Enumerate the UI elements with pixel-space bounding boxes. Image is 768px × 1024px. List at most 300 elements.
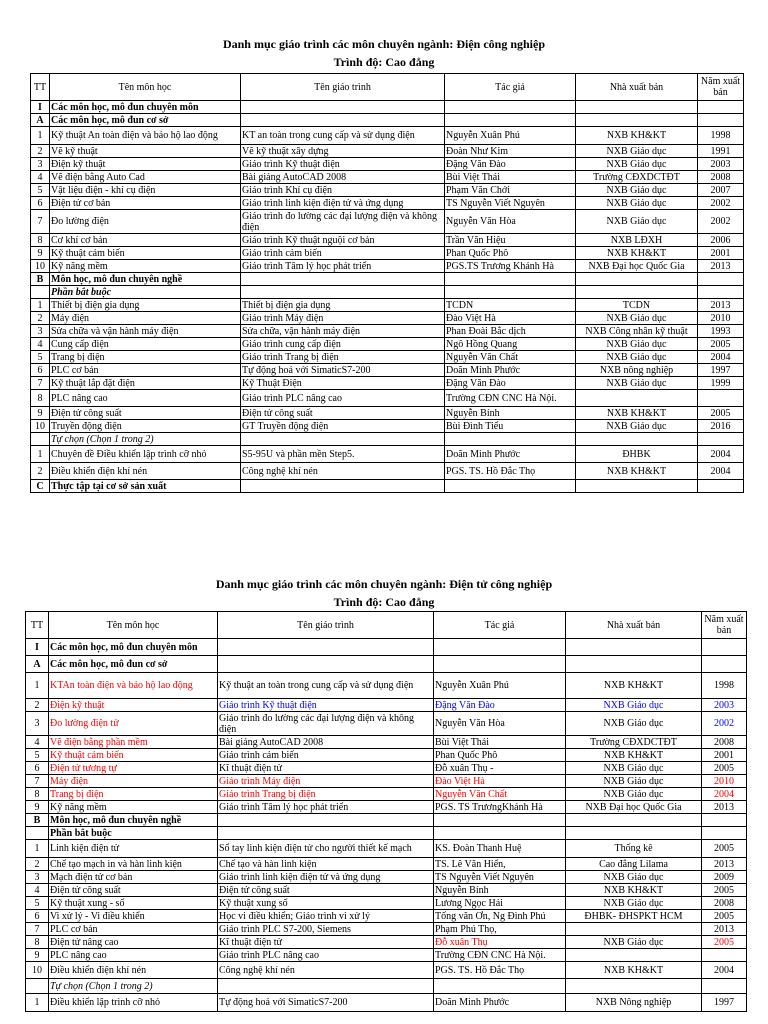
cell-year: 1997 <box>702 994 747 1012</box>
cell-subject: Kỹ năng mềm <box>50 260 241 273</box>
cell-subject: Điện tử nâng cao <box>49 936 218 949</box>
cell-author: PGS. TS. Hồ Đắc Thọ <box>445 463 576 480</box>
table-row <box>26 762 747 775</box>
cell-year: 2002 <box>702 712 747 736</box>
cell-book: Kỹ thuật xung số <box>218 897 434 910</box>
cell-author: Đỗ xuân Thụ - <box>434 762 566 775</box>
cell-author: Nguyễn Xuân Phú <box>445 127 576 145</box>
empty-cell <box>241 273 445 286</box>
cell-book: Tự động hoá với SimaticS7-200 <box>218 994 434 1012</box>
cell-publisher: NXB Giáo dục <box>576 184 698 197</box>
cell-tt: 7 <box>31 210 50 234</box>
cell-tt: 9 <box>26 949 49 962</box>
cell-book: Giáo trình Khí cụ điện <box>241 184 445 197</box>
empty-cell <box>241 114 445 127</box>
cell-subject: Điều khiển điện khí nén <box>49 962 218 979</box>
cell-tt: 6 <box>31 197 50 210</box>
cell-tt: 7 <box>26 923 49 936</box>
cell-tt: 2 <box>31 463 50 480</box>
cell-author: Trường CĐN CNC Hà Nội. <box>434 949 566 962</box>
cell-tt: 1 <box>26 994 49 1012</box>
table-row <box>26 673 747 699</box>
empty-cell <box>576 433 698 446</box>
table-row <box>26 775 747 788</box>
table-row <box>26 936 747 949</box>
table-row <box>26 949 747 962</box>
group-row <box>31 114 744 127</box>
cell-book: Giáo trình PLC nâng cao <box>241 390 445 407</box>
cell-subject: Đo lường điện tử <box>49 712 218 736</box>
empty-cell <box>566 979 702 994</box>
cell-year: 1998 <box>702 673 747 699</box>
empty-cell <box>702 639 747 656</box>
cell-author: PGS. TS TrươngKhánh Hà <box>434 801 566 814</box>
cell-year: 2004 <box>698 463 744 480</box>
cell-author: Nguyễn Văn Chất <box>445 351 576 364</box>
table-row <box>31 351 744 364</box>
cell-tt: 9 <box>26 801 49 814</box>
cell-author: Nguyễn Bính <box>434 884 566 897</box>
cell-tt: 5 <box>31 351 50 364</box>
row-tt: A <box>31 114 50 127</box>
cell-subject: Điện kỹ thuật <box>49 699 218 712</box>
cell-tt: 3 <box>26 712 49 736</box>
table-row <box>31 260 744 273</box>
table-row <box>31 364 744 377</box>
cell-publisher: NXB nông nghiệp <box>576 364 698 377</box>
cell-year: 1993 <box>698 325 744 338</box>
cell-book: Giáo trình đo lường các đại lượng điện và không điện <box>241 210 445 234</box>
cell-publisher: NXB Giáo dục <box>576 312 698 325</box>
cell-author: Đỗ xuân Thụ <box>434 936 566 949</box>
cell-subject: Đo lường điện <box>50 210 241 234</box>
cell-subject: Kỹ thuật lắp đặt điện <box>50 377 241 390</box>
table-row <box>31 171 744 184</box>
cell-author: Nguyễn Xuân Phú <box>434 673 566 699</box>
cell-subject: Điện tử cơ bản <box>50 197 241 210</box>
cell-publisher <box>566 923 702 936</box>
cell-tt: 2 <box>31 145 50 158</box>
cell-year: 2003 <box>702 699 747 712</box>
cell-subject: Vẽ điện bằng phần mềm <box>49 736 218 749</box>
cell-publisher: NXB Giáo dục <box>566 699 702 712</box>
cell-subject: KTAn toàn điện và bảo hộ lao động <box>49 673 218 699</box>
cell-publisher: NXB Giáo dục <box>566 936 702 949</box>
cell-book: Giáo trình Trang bị điện <box>218 788 434 801</box>
cell-tt: 2 <box>31 312 50 325</box>
cell-publisher: NXB Giáo dục <box>576 338 698 351</box>
cell-year: 2005 <box>698 407 744 420</box>
group-row <box>31 101 744 114</box>
table-row <box>31 420 744 433</box>
row-label: Thực tập tại cơ sở sản xuất <box>50 480 241 493</box>
cell-author: Bùi Việt Thái <box>445 171 576 184</box>
cell-book: KT an toàn trong cung cấp và sử dụng điện <box>241 127 445 145</box>
empty-cell <box>576 286 698 299</box>
cell-author: Doãn Minh Phước <box>434 994 566 1012</box>
cell-year: 2008 <box>698 171 744 184</box>
header-row <box>31 74 744 101</box>
cell-year: 2008 <box>702 736 747 749</box>
empty-cell <box>241 480 445 493</box>
cell-author: KS. Đoàn Thanh Huệ <box>434 840 566 858</box>
cell-subject: Chế tạo mạch in và hàn linh kiện <box>49 858 218 871</box>
cell-year: 2010 <box>702 775 747 788</box>
cell-author: Đặng Văn Đào <box>445 377 576 390</box>
cell-publisher: NXB Giáo dục <box>576 210 698 234</box>
empty-cell <box>218 979 434 994</box>
cell-book: Giáo trình Máy điện <box>218 775 434 788</box>
header-author: Tác giả <box>434 612 566 639</box>
row-label: Phần bắt buộc <box>50 286 241 299</box>
empty-cell <box>698 114 744 127</box>
row-tt: I <box>26 639 49 656</box>
row-tt: C <box>31 480 50 493</box>
cell-publisher: NXB Giáo dục <box>576 197 698 210</box>
table-row <box>26 840 747 858</box>
empty-cell <box>241 101 445 114</box>
cell-tt: 4 <box>26 736 49 749</box>
cell-year: 1997 <box>698 364 744 377</box>
cell-publisher: Trường CĐXDCTĐT <box>576 171 698 184</box>
empty-cell <box>566 827 702 840</box>
empty-cell <box>434 827 566 840</box>
cell-book: Chế tạo và hàn linh kiện <box>218 858 434 871</box>
empty-cell <box>698 286 744 299</box>
cell-tt: 4 <box>31 171 50 184</box>
cell-book: Giáo trình linh kiện điện tử và ứng dụng <box>241 197 445 210</box>
cell-subject: Linh kiện điện tử <box>49 840 218 858</box>
cell-subject: Kỹ thuật An toàn điện và bảo hộ lao động <box>50 127 241 145</box>
cell-subject: Cung cấp điện <box>50 338 241 351</box>
table-row <box>31 312 744 325</box>
cell-publisher: NXB KH&KT <box>576 127 698 145</box>
table-row <box>26 910 747 923</box>
group-row <box>26 656 747 673</box>
cell-tt: 1 <box>26 673 49 699</box>
cell-book: Giáo trình Kỹ thuật điện <box>218 699 434 712</box>
empty-cell <box>566 656 702 673</box>
table-row <box>26 871 747 884</box>
cell-year: 2005 <box>702 936 747 949</box>
header-year: Năm xuất bản <box>702 612 747 639</box>
cell-subject: PLC nâng cao <box>50 390 241 407</box>
empty-cell <box>698 101 744 114</box>
cell-publisher: NXB Giáo dục <box>566 775 702 788</box>
empty-cell <box>434 814 566 827</box>
empty-cell <box>702 827 747 840</box>
cell-author: PGS.TS Trương Khánh Hà <box>445 260 576 273</box>
empty-cell <box>434 979 566 994</box>
header-author: Tác giả <box>445 74 576 101</box>
cell-year: 2005 <box>702 762 747 775</box>
cell-author: Tống văn Ơn, Ng Đình Phú <box>434 910 566 923</box>
row-label: Các môn học, mô đun cơ sở <box>49 656 218 673</box>
cell-author: Doãn Minh Phước <box>445 364 576 377</box>
cell-subject: Chuyên đề Điều khiển lập trình cỡ nhỏ <box>50 446 241 463</box>
empty-cell <box>702 979 747 994</box>
cell-year: 2004 <box>702 788 747 801</box>
cell-year: 1991 <box>698 145 744 158</box>
table-row <box>31 463 744 480</box>
row-label: Các môn học, mô đun chuyên môn <box>50 101 241 114</box>
cell-book: Bài giảng AutoCAD 2008 <box>241 171 445 184</box>
cell-subject: Điều khiển điện khí nén <box>50 463 241 480</box>
cell-book: GT Truyền động điện <box>241 420 445 433</box>
curriculum-table-electronics <box>25 611 747 1012</box>
header-row <box>26 612 747 639</box>
empty-cell <box>241 433 445 446</box>
cell-publisher: Trường CĐXDCTĐT <box>566 736 702 749</box>
cell-publisher: Cao đẳng Lilama <box>566 858 702 871</box>
cell-publisher: TCDN <box>576 299 698 312</box>
cell-tt: 3 <box>31 325 50 338</box>
row-label: Môn học, mô đun chuyên nghề <box>49 814 218 827</box>
table-row <box>31 299 744 312</box>
empty-cell <box>218 656 434 673</box>
empty-cell <box>576 114 698 127</box>
cell-year: 2013 <box>702 858 747 871</box>
row-label: Tự chọn (Chọn 1 trong 2) <box>50 433 241 446</box>
cell-year: 2006 <box>698 234 744 247</box>
cell-subject: Điện tử tương tự <box>49 762 218 775</box>
cell-author: Bùi Đình Tiểu <box>445 420 576 433</box>
cell-book: Điện tử công suất <box>218 884 434 897</box>
cell-year: 2010 <box>698 312 744 325</box>
table-row <box>31 210 744 234</box>
cell-publisher: NXB Giáo dục <box>566 871 702 884</box>
empty-cell <box>566 814 702 827</box>
table-row <box>31 377 744 390</box>
cell-publisher: NXB KH&KT <box>566 749 702 762</box>
cell-publisher: NXB Giáo dục <box>576 351 698 364</box>
cell-year: 2004 <box>698 446 744 463</box>
cell-author: Đặng Văn Đào <box>445 158 576 171</box>
header-tt: TT <box>26 612 49 639</box>
cell-subject: Kỹ thuật xung - số <box>49 897 218 910</box>
group-row <box>26 639 747 656</box>
table-row <box>31 158 744 171</box>
table-row <box>31 390 744 407</box>
row-label: Môn học, mô đun chuyên nghề <box>50 273 241 286</box>
row-tt: A <box>26 656 49 673</box>
cell-tt: 4 <box>31 338 50 351</box>
cell-publisher: NXB LĐXH <box>576 234 698 247</box>
cell-book: Kĩ thuật điện tử <box>218 936 434 949</box>
cell-author: Phạm Phú Thọ, <box>434 923 566 936</box>
cell-publisher: NXB Giáo dục <box>566 788 702 801</box>
cell-book: Giáo trình đo lường các đại lượng điện và không điện <box>218 712 434 736</box>
section-2-title: Danh mục giáo trình các môn chuyên ngành: Điện tử công nghiệp <box>215 577 553 591</box>
cell-tt: 5 <box>26 749 49 762</box>
cell-subject: Máy điện <box>49 775 218 788</box>
cell-publisher: Thống kê <box>566 840 702 858</box>
cell-tt: 7 <box>31 377 50 390</box>
cell-author: TCDN <box>445 299 576 312</box>
group-row <box>26 814 747 827</box>
cell-subject: Cơ khí cơ bản <box>50 234 241 247</box>
table-row <box>31 325 744 338</box>
empty-cell <box>576 101 698 114</box>
cell-subject: PLC cơ bản <box>50 364 241 377</box>
cell-subject: Kỹ thuật cảm biến <box>50 247 241 260</box>
cell-year: 2002 <box>698 197 744 210</box>
empty-cell <box>218 827 434 840</box>
cell-subject: Điều khiển lập trình cỡ nhỏ <box>49 994 218 1012</box>
table-row <box>31 197 744 210</box>
cell-subject: Vẽ kỹ thuật <box>50 145 241 158</box>
cell-publisher: NXB KH&KT <box>566 673 702 699</box>
cell-subject: Máy điện <box>50 312 241 325</box>
cell-tt: 4 <box>26 884 49 897</box>
empty-cell <box>698 480 744 493</box>
cell-subject: Vẽ điện bằng Auto Cad <box>50 171 241 184</box>
empty-cell <box>445 480 576 493</box>
cell-author: Phan Quốc Phô <box>434 749 566 762</box>
cell-publisher: NXB Đại học Quốc Gia <box>576 260 698 273</box>
cell-author: Phan Quốc Phô <box>445 247 576 260</box>
empty-cell <box>445 101 576 114</box>
cell-book: Giáo trình Tâm lý học phát triển <box>218 801 434 814</box>
cell-year: 2005 <box>702 884 747 897</box>
cell-year: 2004 <box>702 962 747 979</box>
table-row <box>26 712 747 736</box>
section-2-subtitle: Trình độ: Cao đẳng <box>333 595 435 609</box>
cell-publisher: NXB Giáo dục <box>576 377 698 390</box>
empty-cell <box>445 286 576 299</box>
cell-book: Sổ tay linh kiện điện tử cho người thiết kế mạch <box>218 840 434 858</box>
header-subject: Tên môn học <box>49 612 218 639</box>
cell-tt: 5 <box>26 897 49 910</box>
empty-cell <box>434 656 566 673</box>
cell-tt: 8 <box>26 788 49 801</box>
row-tt: B <box>26 814 49 827</box>
cell-publisher <box>576 390 698 407</box>
cell-book: Giáo trình Tâm lý học phát triển <box>241 260 445 273</box>
cell-book: Giáo trình Kỹ thuật điện <box>241 158 445 171</box>
cell-subject: PLC cơ bản <box>49 923 218 936</box>
cell-book: Kĩ thuật điện tử <box>218 762 434 775</box>
cell-year: 2013 <box>698 299 744 312</box>
group-row <box>31 480 744 493</box>
row-tt <box>31 433 50 446</box>
cell-tt: 1 <box>31 127 50 145</box>
cell-year: 2008 <box>702 897 747 910</box>
cell-publisher: NXB Giáo dục <box>566 762 702 775</box>
cell-subject: Kỹ năng mềm <box>49 801 218 814</box>
table-row <box>31 338 744 351</box>
cell-author: Trường CĐN CNC Hà Nội. <box>445 390 576 407</box>
table-row <box>26 858 747 871</box>
header-tt: TT <box>31 74 50 101</box>
cell-author: Bùi Việt Thái <box>434 736 566 749</box>
cell-subject: Kỹ thuật cảm biến <box>49 749 218 762</box>
header-year: Năm xuất bản <box>698 74 744 101</box>
cell-author: Đào Việt Hà <box>434 775 566 788</box>
cell-tt: 5 <box>31 184 50 197</box>
empty-cell <box>434 639 566 656</box>
cell-subject: Điện tử công suất <box>49 884 218 897</box>
cell-tt: 7 <box>26 775 49 788</box>
table-row <box>26 801 747 814</box>
row-tt <box>26 827 49 840</box>
cell-author: TS Nguyễn Viết Nguyên <box>434 871 566 884</box>
empty-cell <box>445 433 576 446</box>
cell-subject: Điện tử công suất <box>50 407 241 420</box>
cell-subject: Sửa chữa và vận hành máy điện <box>50 325 241 338</box>
cell-book: Giáo trình Trang bị điện <box>241 351 445 364</box>
cell-tt: 1 <box>31 299 50 312</box>
cell-subject: Truyền động điện <box>50 420 241 433</box>
empty-cell <box>698 433 744 446</box>
table-row <box>31 184 744 197</box>
cell-book: Kỹ thuật an toàn trong cung cấp và sử dụng điện <box>218 673 434 699</box>
table-row <box>26 788 747 801</box>
cell-year <box>702 949 747 962</box>
row-label: Phần bắt buộc <box>49 827 218 840</box>
cell-author: Ngô Hồng Quang <box>445 338 576 351</box>
row-label: Các môn học, mô đun chuyên môn <box>49 639 218 656</box>
subgroup-row <box>31 286 744 299</box>
cell-publisher: NXB Giáo dục <box>576 145 698 158</box>
table-row <box>26 749 747 762</box>
empty-cell <box>576 480 698 493</box>
cell-tt: 6 <box>26 910 49 923</box>
cell-year: 2005 <box>698 338 744 351</box>
cell-year: 2013 <box>698 260 744 273</box>
cell-publisher: NXB KH&KT <box>576 463 698 480</box>
cell-subject: Trang bị điện <box>50 351 241 364</box>
cell-book: Giáo trình cung cấp điện <box>241 338 445 351</box>
cell-publisher: ĐHBK- ĐHSPKT HCM <box>566 910 702 923</box>
section-1-subtitle: Trình độ: Cao đẳng <box>333 55 435 69</box>
cell-tt: 10 <box>31 260 50 273</box>
header-book: Tên giáo trình <box>241 74 445 101</box>
cell-tt: 6 <box>31 364 50 377</box>
cell-author: Trần Văn Hiệu <box>445 234 576 247</box>
cell-year: 2013 <box>702 801 747 814</box>
subgroup-row <box>26 979 747 994</box>
cell-book: Giáo trình PLC S7-200, Siemens <box>218 923 434 936</box>
cell-author: Nguyễn Văn Hòa <box>445 210 576 234</box>
cell-publisher: NXB KH&KT <box>576 407 698 420</box>
cell-book: Giáo trình Máy điện <box>241 312 445 325</box>
cell-year: 2001 <box>698 247 744 260</box>
cell-year: 2013 <box>702 923 747 936</box>
table-row <box>26 884 747 897</box>
empty-cell <box>241 286 445 299</box>
header-subject: Tên môn học <box>50 74 241 101</box>
cell-publisher: NXB Giáo dục <box>566 897 702 910</box>
cell-tt: 3 <box>31 158 50 171</box>
empty-cell <box>576 273 698 286</box>
cell-subject: Điện kỹ thuật <box>50 158 241 171</box>
cell-author: Đoàn Như Kim <box>445 145 576 158</box>
empty-cell <box>698 273 744 286</box>
header-publisher: Nhà xuất bản <box>566 612 702 639</box>
cell-tt: 10 <box>31 420 50 433</box>
cell-publisher: NXB KH&KT <box>566 962 702 979</box>
empty-cell <box>566 639 702 656</box>
row-tt: I <box>31 101 50 114</box>
cell-publisher <box>566 949 702 962</box>
cell-year: 2003 <box>698 158 744 171</box>
row-tt <box>26 979 49 994</box>
table-row <box>26 897 747 910</box>
table-row <box>31 234 744 247</box>
cell-tt: 2 <box>26 858 49 871</box>
cell-year: 1998 <box>698 127 744 145</box>
